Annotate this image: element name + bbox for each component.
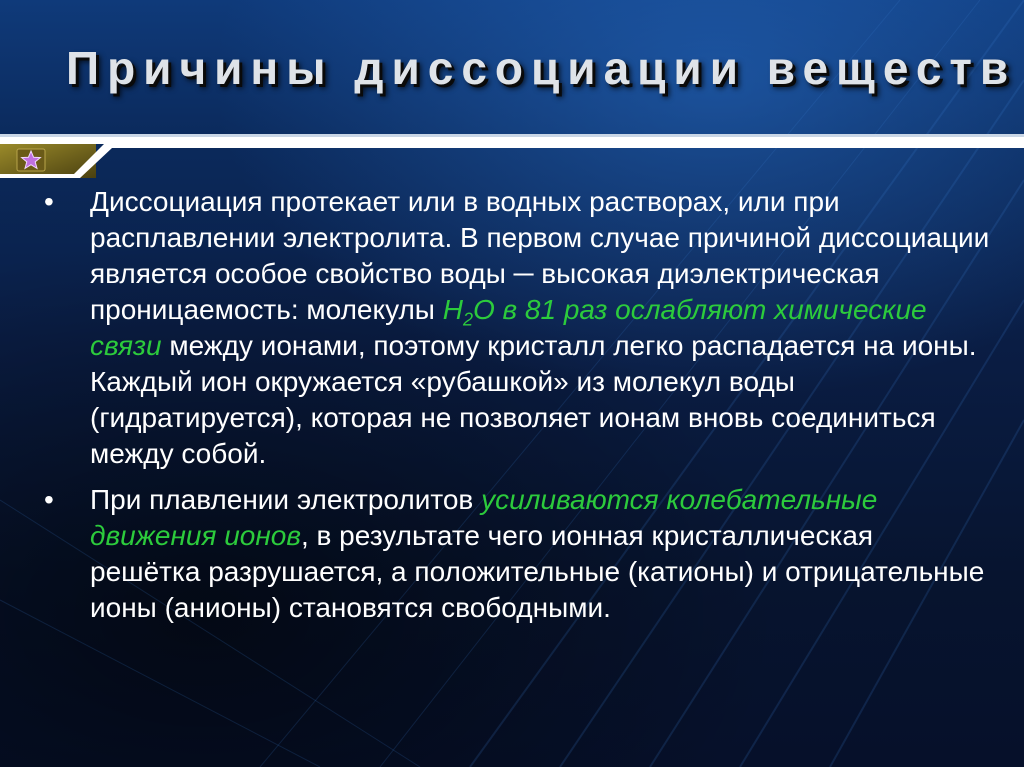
text-part: Диссоциация протекает или в водных растворах, или при расплавлении электролита. В первом случае причиной диссоциации является особое свойство воды ─ высокая диэлектрическая проницаемость: молекулы bbox=[90, 186, 990, 325]
highlighted-text: усиливаются колебательные движения ионов bbox=[90, 484, 878, 551]
star-icon bbox=[16, 148, 46, 172]
highlighted-rest: O в 81 раз ослабляют химические связи bbox=[90, 294, 927, 361]
bullet-item bbox=[40, 482, 990, 626]
text-part: между ионами, поэтому кристалл легко распадается на ионы. Каждый ион окружается «рубашкой» из молекул воды (гидратируется), которая не позволяет ионам вновь соединиться между собой. bbox=[90, 330, 977, 469]
bullet-marker: • bbox=[44, 186, 54, 217]
text-part: , в результате чего ионная кристаллическая решётка разрушается, а положительные (катионы) и отрицательные ионы (анионы) становятся свободными. bbox=[90, 520, 985, 623]
content-body bbox=[40, 184, 990, 636]
bullet-marker: • bbox=[44, 484, 54, 515]
bullet-text bbox=[90, 482, 990, 626]
text-part: При плавлении электролитов bbox=[90, 484, 482, 515]
title-divider-band bbox=[0, 134, 1024, 182]
formula-h: H bbox=[442, 294, 463, 325]
formula-subscript: 2 bbox=[462, 309, 473, 330]
bullet-text bbox=[90, 184, 990, 472]
slide-title: Причины диссоциации веществ bbox=[66, 42, 1017, 94]
bullet-item bbox=[40, 184, 990, 472]
